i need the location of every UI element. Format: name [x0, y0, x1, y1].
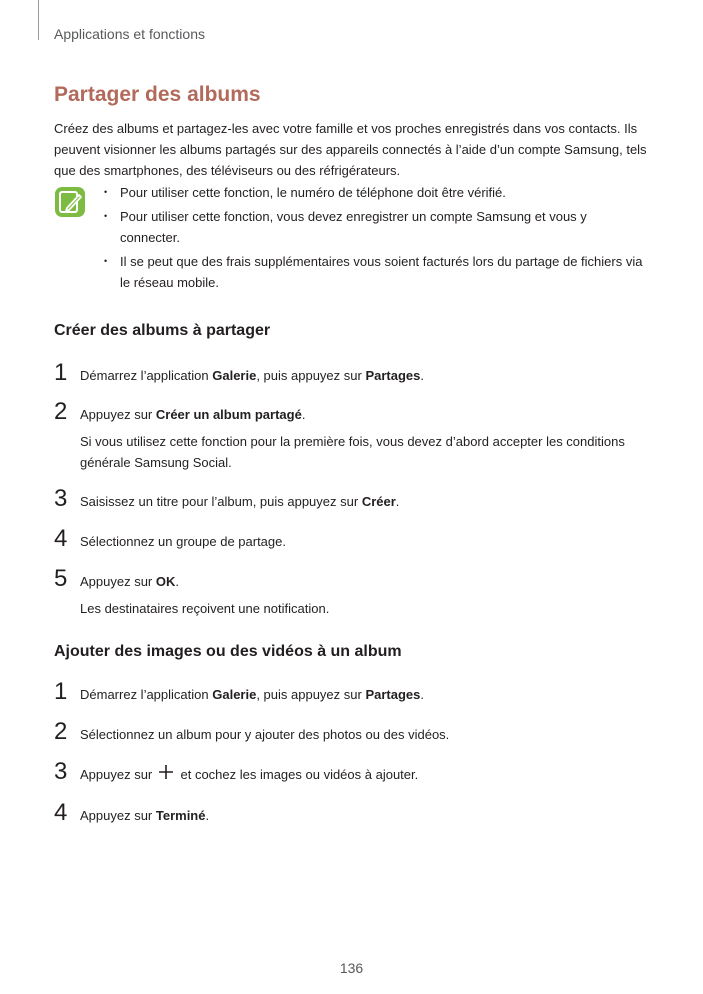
- notes-list: [104, 182, 644, 296]
- step-text: Appuyez sur et cochez les images ou vidéos à ajouter.: [80, 764, 650, 787]
- step-number: 1: [54, 678, 68, 705]
- step-number: 2: [54, 718, 68, 745]
- header-rule: [38, 0, 39, 40]
- header-section: Applications et fonctions: [54, 26, 205, 42]
- note-item: • Pour utiliser cette fonction, le numéro de téléphone doit être vérifié.: [104, 182, 644, 203]
- step-text: Démarrez l’application Galerie, puis appuyez sur Partages.: [80, 368, 424, 383]
- section-title-create-albums: Créer des albums à partager: [54, 322, 271, 339]
- note-pencil-icon: [55, 187, 85, 217]
- step-text: Sélectionnez un album pour y ajouter des photos ou des vidéos.: [80, 727, 450, 742]
- step-text: Appuyez sur OK.: [80, 574, 179, 589]
- note-item: • Pour utiliser cette fonction, vous devez enregistrer un compte Samsung et vous y connecter.: [104, 206, 644, 248]
- step-number: 3: [54, 758, 68, 785]
- step-subtext: Si vous utilisez cette fonction pour la première fois, vous devez d’abord accepter les conditions générale Samsung Social.: [80, 434, 625, 470]
- intro-paragraph: Créez des albums et partagez-les avec votre famille et vos proches enregistrés dans vos contacts. Ils peuvent visionner les albums partagés sur des appareils connectés à l’aide d’un compte Samsung, tels que des smartphones, des téléviseurs ou des réfrigérateurs.: [54, 121, 647, 178]
- step-text: Appuyez sur Terminé.: [80, 808, 210, 823]
- step-number: 2: [54, 398, 68, 425]
- step-text: Saisissez un titre pour l’album, puis appuyez sur Créer.: [80, 494, 400, 509]
- step-text: Appuyez sur Créer un album partagé.: [80, 407, 306, 422]
- step-number: 4: [54, 525, 68, 552]
- step-text: Sélectionnez un groupe de partage.: [80, 534, 286, 549]
- note-item: • Il se peut que des frais supplémentaires vous soient facturés lors du partage de fichiers via le réseau mobile.: [104, 251, 644, 293]
- page-title: Partager des albums: [54, 83, 261, 106]
- step-number: 4: [54, 799, 68, 826]
- step-number: 1: [54, 359, 68, 386]
- step-text: Démarrez l’application Galerie, puis appuyez sur Partages.: [80, 687, 424, 702]
- step-subtext: Les destinataires reçoivent une notification.: [80, 601, 330, 616]
- page-number: 136: [339, 960, 364, 976]
- step-number: 5: [54, 565, 68, 592]
- step-number: 3: [54, 485, 68, 512]
- section-title-add-media: Ajouter des images ou des vidéos à un album: [54, 643, 402, 660]
- plus-icon: [159, 764, 173, 785]
